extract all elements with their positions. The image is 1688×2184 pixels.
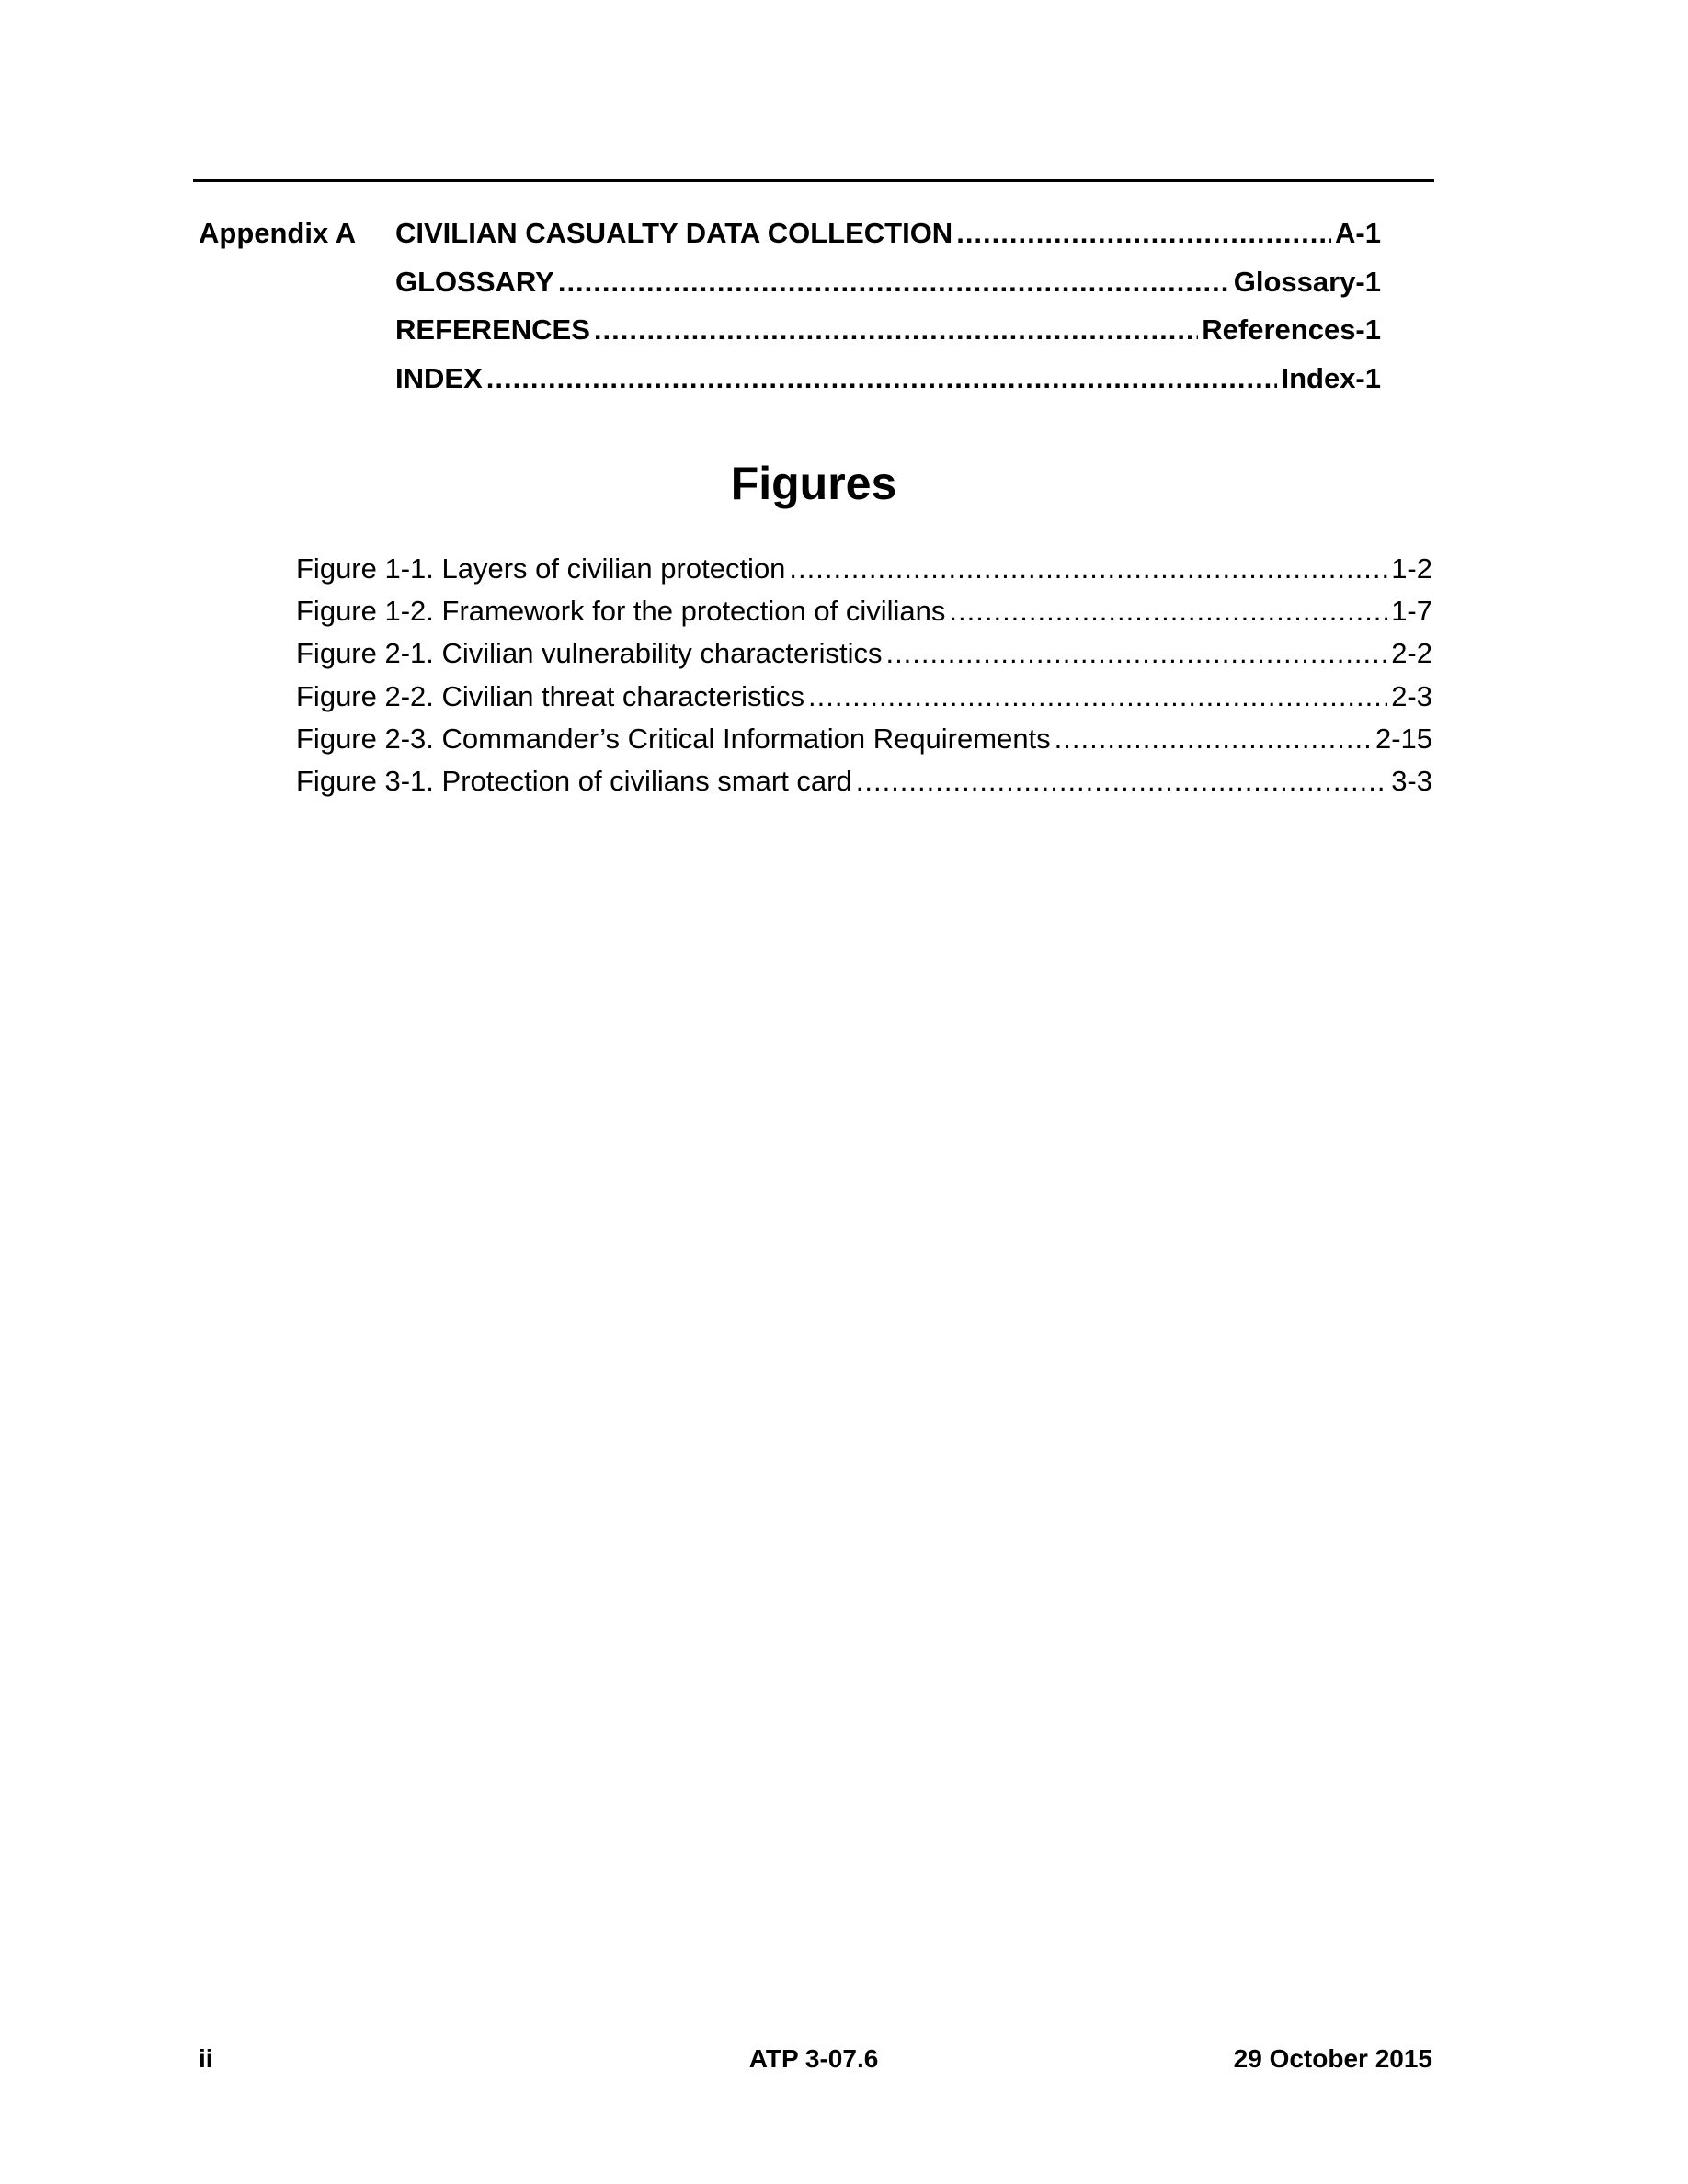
dot-leader: [856, 763, 1387, 800]
dot-leader: [594, 312, 1198, 348]
figure-entry[interactable]: [296, 678, 1432, 715]
footer-date: 29 October 2015: [1233, 2044, 1432, 2073]
dot-leader: [808, 678, 1387, 715]
figure-entry-page: 1-7: [1391, 595, 1432, 627]
figure-entry[interactable]: [296, 593, 1432, 630]
figure-entry-page: 2-15: [1374, 722, 1432, 755]
figure-entry-page: 3-3: [1391, 765, 1432, 797]
appendix-label: Appendix A: [199, 217, 357, 249]
top-divider: [193, 179, 1434, 182]
figure-entry[interactable]: [296, 635, 1432, 672]
figure-entry-title: Figure 2-2. Civilian threat characteristics: [296, 680, 805, 712]
dot-leader: [789, 551, 1387, 587]
figure-entry[interactable]: [296, 763, 1432, 800]
toc-entry-page: References-1: [1202, 313, 1381, 346]
figure-entry-page: 1-2: [1391, 552, 1432, 585]
footer-publication: ATP 3-07.6: [748, 2044, 879, 2073]
toc-entry-title: INDEX: [395, 362, 483, 394]
figure-entry-title: Figure 2-1. Civilian vulnerability characteristics: [296, 637, 883, 669]
figure-entry-title: Figure 1-2. Framework for the protection of civilians: [296, 595, 946, 627]
toc-entry-glossary[interactable]: [395, 264, 1381, 301]
dot-leader: [1055, 721, 1372, 757]
figure-entry-page: 2-3: [1391, 680, 1432, 712]
dot-leader: [558, 264, 1230, 301]
figure-entry-title: Figure 2-3. Commander’s Critical Information Requirements: [296, 722, 1051, 755]
dot-leader: [885, 635, 1387, 672]
toc-entry-page: Index-1: [1281, 362, 1381, 394]
figure-entry-title: Figure 3-1. Protection of civilians smart card: [296, 765, 852, 797]
figures-heading: Figures: [730, 458, 897, 509]
toc-entry-page: Glossary-1: [1233, 266, 1381, 298]
toc-entry-index[interactable]: [395, 360, 1381, 397]
figure-entry[interactable]: [296, 721, 1432, 757]
figure-entry-page: 2-2: [1391, 637, 1432, 669]
toc-entry-references[interactable]: [395, 312, 1381, 348]
dot-leader: [956, 215, 1331, 252]
dot-leader: [949, 593, 1387, 630]
figure-entry[interactable]: [296, 551, 1432, 587]
toc-entry-civilian-casualty[interactable]: [395, 215, 1381, 252]
toc-entry-title: GLOSSARY: [395, 266, 554, 298]
dot-leader: [486, 360, 1278, 397]
figure-entry-title: Figure 1-1. Layers of civilian protection: [296, 552, 786, 585]
toc-entry-title: REFERENCES: [395, 313, 590, 346]
toc-entry-page: A-1: [1335, 217, 1381, 249]
toc-entry-title: CIVILIAN CASUALTY DATA COLLECTION: [395, 217, 953, 249]
footer-page-number: ii: [199, 2044, 213, 2073]
